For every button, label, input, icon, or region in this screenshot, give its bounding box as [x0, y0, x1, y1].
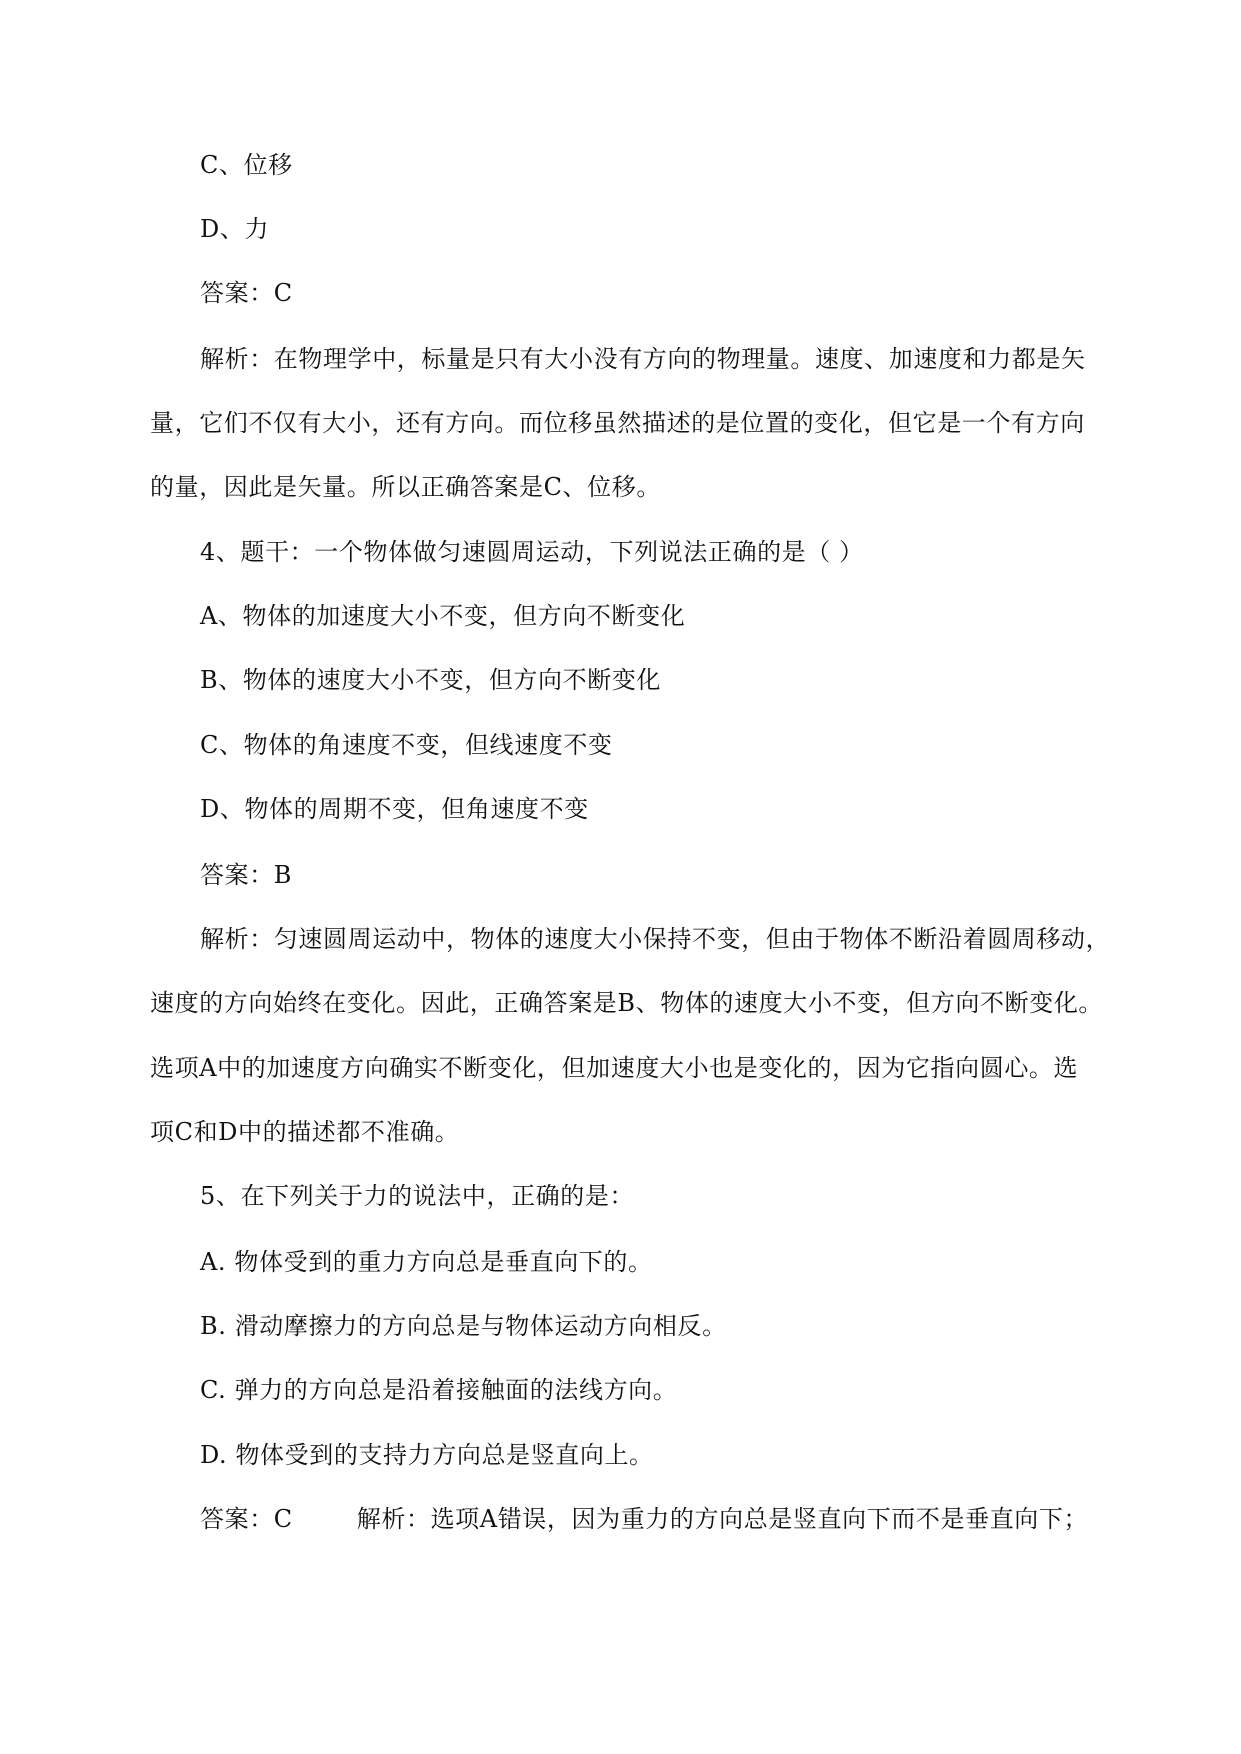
q4-analysis-line-4: 项C和D中的描述都不准确。 — [150, 1118, 460, 1146]
q5-option-d: D. 物体受到的支持力方向总是竖直向上。 — [200, 1441, 654, 1469]
q5-option-c: C. 弹力的方向总是沿着接触面的法线方向。 — [200, 1376, 678, 1404]
q4-stem: 4、题干：一个物体做匀速圆周运动，下列说法正确的是（ ） — [200, 538, 864, 566]
q4-analysis-line-1: 解析：匀速圆周运动中，物体的速度大小保持不变，但由于物体不断沿着圆周移动， — [200, 925, 1111, 953]
q4-answer: 答案：B — [200, 861, 293, 889]
q5-stem: 5、在下列关于力的说法中，正确的是： — [200, 1182, 635, 1210]
q4-option-d: D、物体的周期不变，但角速度不变 — [200, 795, 589, 823]
q5-analysis: 解析：选项A错误，因为重力的方向总是竖直向下而不是垂直向下； — [356, 1505, 1089, 1533]
q4-analysis-line-3: 选项A中的加速度方向确实不断变化，但加速度大小也是变化的，因为它指向圆心。选 — [150, 1054, 1079, 1082]
q3-analysis-line-2: 量，它们不仅有大小，还有方向。而位移虽然描述的是位置的变化，但它是一个有方向 — [150, 409, 1085, 437]
q3-option-d: D、力 — [200, 215, 270, 243]
q5-option-b: B. 滑动摩擦力的方向总是与物体运动方向相反。 — [200, 1312, 727, 1340]
q4-option-c: C、物体的角速度不变，但线速度不变 — [200, 731, 613, 759]
q4-analysis-line-2: 速度的方向始终在变化。因此，正确答案是B、物体的速度大小不变，但方向不断变化。 — [150, 989, 1104, 1017]
q3-option-c: C、位移 — [200, 151, 293, 179]
q5-answer: 答案：C — [200, 1505, 293, 1533]
q3-analysis-line-3: 的量，因此是矢量。所以正确答案是C、位移。 — [150, 473, 661, 501]
q3-analysis-line-1: 解析：在物理学中，标量是只有大小没有方向的物理量。速度、加速度和力都是矢 — [200, 345, 1086, 373]
q5-answer-row — [200, 1503, 1088, 1535]
q4-option-b: B、物体的速度大小不变，但方向不断变化 — [200, 666, 662, 694]
q3-answer: 答案：C — [200, 279, 293, 307]
q5-option-a: A. 物体受到的重力方向总是垂直向下的。 — [200, 1248, 653, 1276]
q4-option-a: A、物体的加速度大小不变，但方向不断变化 — [200, 602, 686, 630]
